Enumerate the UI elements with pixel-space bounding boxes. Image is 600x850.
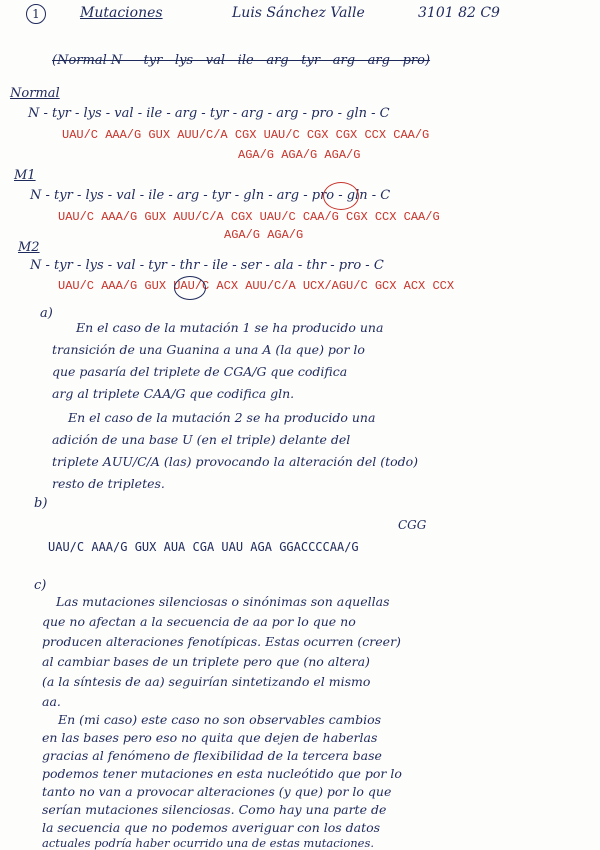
section-c-line: gracias al fenómeno de flexibilidad de la tercera base [42, 748, 382, 763]
section-c-line: actuales podría haber ocurrido una de estas mutaciones. [42, 836, 375, 850]
section-a-line: que pasaría del triplete de CGA/G que codifica [52, 364, 348, 379]
header-title: Mutaciones [80, 5, 163, 21]
section-a-line: En el caso de la mutación 2 se ha producido una [68, 410, 376, 425]
section-c-label: c) [34, 578, 47, 593]
m1-codons-extra: AGA/G AGA/G [224, 228, 304, 242]
header-id: 3101 82 C9 [418, 5, 500, 21]
section-a-line: arg al triplete CAA/G que codifica gln. [52, 386, 295, 401]
section-a-text [52, 320, 592, 490]
section-b-label: b) [34, 496, 48, 511]
m1-label: M1 [14, 168, 36, 183]
m1-codons: UAU/C AAA/G GUX AUU/C/A CGX UAU/C CAA/G CGX CCX CAA/G [58, 210, 440, 224]
section-c-line: aa. [42, 694, 61, 709]
section-a-line: adición de una base U (en el triple) delante del [52, 432, 351, 447]
section-c-line: que no afectan a la secuencia de aa por lo que no [42, 614, 356, 629]
section-a-line: En el caso de la mutación 1 se ha producido una [76, 320, 384, 335]
m2-label: M2 [18, 240, 40, 255]
section-a-line: resto de tripletes. [52, 476, 165, 491]
section-a-line: triplete AUU/C/A (las) provocando la alteración del (todo) [52, 454, 419, 469]
section-c-line: podemos tener mutaciones en esta nucleótido que por lo [42, 766, 402, 781]
mutation-circle-m2 [174, 276, 206, 300]
section-c-line: producen alteraciones fenotípicas. Estas ocurren (creer) [42, 634, 401, 649]
section-c-text [42, 594, 592, 848]
section-b-sequence: UAU/C AAA/G GUX AUA CGA UAU AGA GGACCCCAA/G [48, 540, 359, 554]
normal-codons: UAU/C AAA/G GUX AUU/C/A CGX UAU/C CGX CGX CCX CAA/G [62, 128, 430, 142]
m1-protein: N - tyr - lys - val - ile - arg - tyr - gln - arg - pro - gln - C [30, 188, 391, 203]
m2-protein: N - tyr - lys - val - tyr - thr - ile - ser - ala - thr - pro - C [30, 258, 384, 273]
struck-sequence-line: (Normal N — tyr - lys - val - ile - arg - tyr - arg - arg - pro) [52, 53, 431, 68]
mutation-circle-m1 [323, 182, 359, 210]
m2-codons: UAU/C AAA/G GUX UAU/C ACX AUU/C/A UCX/AGU/C GCX ACX CCX [58, 279, 455, 293]
header-author: Luis Sánchez Valle [232, 5, 365, 21]
section-c-line: la secuencia que no podemos averiguar con los datos [42, 820, 381, 835]
header-number: 1 [26, 4, 46, 24]
section-c-line: serían mutaciones silenciosas. Como hay una parte de [42, 802, 387, 817]
normal-label: Normal [10, 86, 60, 101]
section-b-annotation: CGG [398, 518, 427, 532]
section-c-line: tanto no van a provocar alteraciones (y que) por lo que [42, 784, 392, 799]
section-c-line: en las bases pero eso no quita que dejen de haberlas [42, 730, 378, 745]
section-c-line: al cambiar bases de un triplete pero que (no altera) [42, 654, 370, 669]
section-c-line: En (mi caso) este caso no son observables cambios [58, 712, 382, 727]
normal-codons-extra: AGA/G AGA/G AGA/G [238, 148, 361, 162]
section-c-line: (a la síntesis de aa) seguirían sintetizando el mismo [42, 674, 371, 689]
section-a-label: a) [40, 306, 53, 321]
section-c-line: Las mutaciones silenciosas o sinónimas son aquellas [56, 594, 390, 609]
section-a-line: transición de una Guanina a una A (la que) por lo [52, 342, 365, 357]
normal-protein: N - tyr - lys - val - ile - arg - tyr - arg - arg - pro - gln - C [28, 106, 390, 121]
